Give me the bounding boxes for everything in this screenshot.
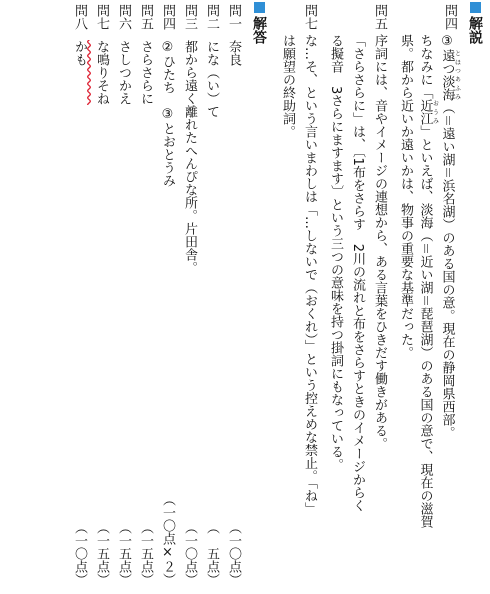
answer-label-q6: 問六 [116,4,131,30]
answer-q4: ②ひたち ③とおとうみ [160,40,175,187]
kaisetsu-heading [464,2,486,45]
answer-label-q3: 問三 [182,4,197,30]
q4-explanation-line-2: ちなみに「近江 おうみ」といえば、淡海（＝近い湖＝琵琶湖）のある国の意で、現在の滋賀 [417,34,439,529]
q5-explanation-line-3: る擬音 3さらにますます〕という三つの意味を持つ掛詞にもなっている。 [328,34,343,472]
points-q7: （一五点） [94,521,109,586]
q7-explanation-line-2: は願望の終助詞。 [280,34,295,138]
answer-label-q4: 問四 [160,4,175,30]
points-q1: （一〇点） [226,521,241,586]
q5-explanation-line-1: 序詞には、音やイメージの連想から、ある言葉をひきだす働きがある。 [372,34,387,450]
points-q2: （ 五点） [204,521,219,586]
kaisetsu-heading-text: 解説 [467,16,483,45]
answer-q8: かも [72,40,87,66]
points-q6: （一五点） [116,521,131,586]
answer-label-q5: 問五 [138,4,153,30]
q5-explanation-line-2: 「さらさらに」は、〔1布をさらす 2川の流れと布をさらすときのイメージからく [350,34,365,513]
answer-label-q7: 問七 [94,4,109,30]
q5-explanation-label: 問五 [372,4,387,30]
kaitou-heading-text: 解答 [251,16,267,45]
answer-q2: にな（い）て [204,40,219,118]
answer-label-q2: 問二 [204,4,219,30]
answer-q7: な鳴りそね [94,40,109,105]
points-q5: （一五点） [138,521,153,586]
answer-q6: さしつかえ [116,40,131,105]
ruby-oumi: 近江 おうみ [417,99,439,125]
q7-explanation-line-1: な…そ、という言いまわしは「…しないで（おくれ）」という控えめな禁止。「ね」 [302,34,317,515]
kaitou-heading [248,2,270,45]
answer-q3: 都から遠く離れたへんぴな所。片田舎。 [182,40,197,274]
points-q8: （一〇点） [72,521,87,586]
answer-q5: さらさらに [138,40,153,105]
ruby-toho: 遠つ淡海 とほつあふみ [439,49,461,101]
q7-explanation-label: 問七 [302,4,317,30]
answer-q1: 奈良 [226,40,241,66]
q4-explanation-line-1: ③遠つ淡海 とほつあふみ（＝遠い湖＝浜名湖）のある国の意。現在の静岡県西部。 [439,34,461,440]
q4-explanation-label: 問四 [442,4,457,30]
heading-square-icon [470,2,481,13]
points-q3: （一〇点） [182,521,197,586]
q4-explanation-line-3: 県。都から近いか遠いかは、物事の重要な基準だった。 [398,34,413,359]
answer-label-q1: 問一 [226,4,241,30]
points-q4: （一〇点×２） [160,493,175,586]
heading-square-icon [254,2,265,13]
answer-label-q8: 問八 [72,4,87,30]
